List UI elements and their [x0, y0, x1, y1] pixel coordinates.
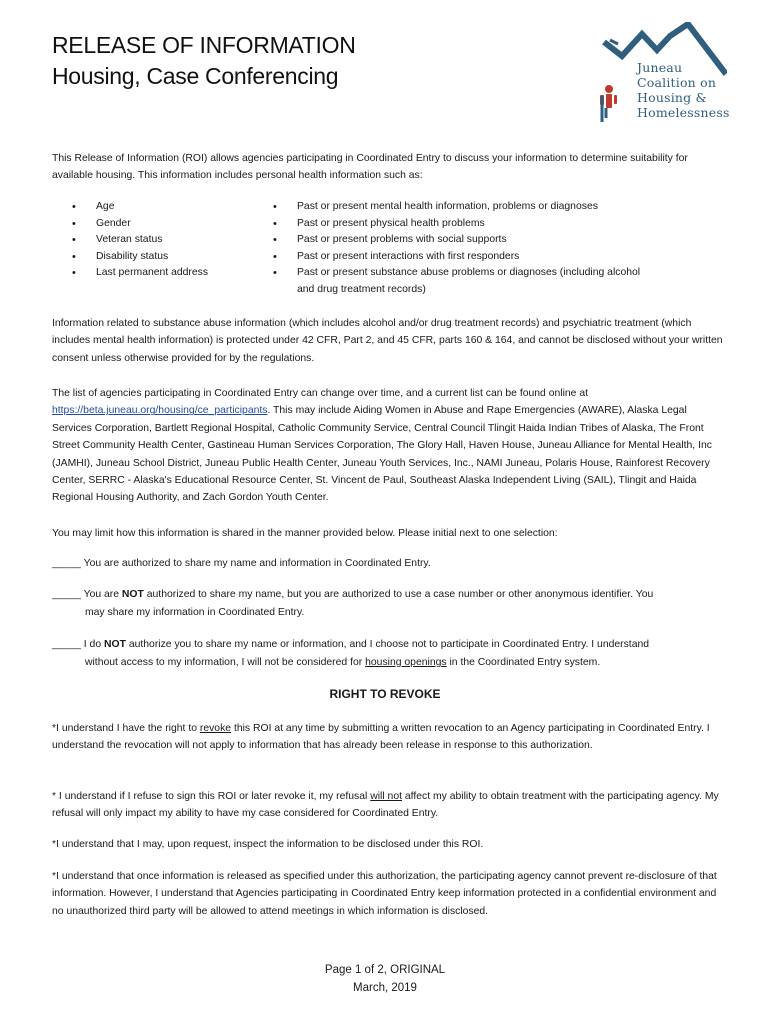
list-item: • Gender — [72, 216, 252, 233]
logo-text-line: Housing & — [637, 90, 707, 105]
agencies-paragraph — [52, 385, 726, 507]
option-text: without access to my information, I will not be considered for — [85, 657, 366, 668]
option-text: in the Coordinated Entry system. — [446, 657, 601, 668]
option-anonymous — [52, 586, 726, 622]
revoke-underlined: revoke — [199, 723, 232, 734]
list-item: • Past or present substance abuse problems or diagnoses (including alcohol and drug treatment records) — [273, 265, 643, 298]
section-heading: RIGHT TO REVOKE — [329, 687, 441, 701]
revoke-text: affect my ability to obtain treatment with the participating agency. My refusal will only impact my ability to have my case considered for Coordinated Entry. — [52, 791, 719, 820]
bullet-list-left — [72, 199, 252, 282]
revoke-paragraph-1 — [52, 720, 726, 755]
revoke-paragraph-2 — [52, 788, 726, 823]
option-text: _____ You are — [52, 589, 122, 600]
option-text: may share my information in Coordinated Entry. — [85, 607, 305, 618]
option-text: authorize you to share my name or information, and I choose not to participate in Coordinated Entry. I understand — [125, 639, 650, 650]
protected-info-paragraph: Information related to substance abuse information (which includes alcohol and/or drug treatment records) and psychiatric treatment (which includes mental health information) is protected under 42 CFR, Part 2, and 45 CFR, parts 160 & 164, and cannot be disclosed without your written consent unless otherwise provided for by the regulations. — [52, 318, 723, 364]
page-number: Page 1 of 2, ORIGINAL — [324, 964, 446, 976]
revoke-paragraph-4: *I understand that once information is released as specified under this authorization, the participating agency cannot prevent re-disclosure of that information. However, I understand that Agencies participating in Coordinated Entry keep information protected in a confidential environment and no unauthorized third party will be allowed to attend meetings in which information is disclosed. — [52, 871, 717, 917]
list-item: • Last permanent address — [72, 265, 252, 282]
page-title: RELEASE OF INFORMATION — [52, 32, 356, 58]
participants-link[interactable]: https://beta.juneau.org/housing/ce_participants — [52, 405, 268, 417]
revoke-underlined: will not — [370, 791, 402, 802]
page-subtitle: Housing, Case Conferencing — [52, 63, 339, 89]
option-text: authorized to share my name, but you are authorized to use a case number or other anonymous identifier. You — [143, 589, 654, 600]
list-item: • Veteran status — [72, 232, 252, 249]
logo-text-line: Homelessness — [637, 105, 730, 120]
page-date: March, 2019 — [353, 982, 417, 994]
list-item: • Disability status — [72, 249, 252, 266]
logo-wordmark — [637, 60, 730, 120]
logo-text-line: Juneau — [637, 60, 683, 75]
revoke-text: this ROI at any time by submitting a written revocation to an Agency participating in Coordinated Entry. I understand the revocation will not apply to information that has already been release in response to this authorization. — [52, 723, 710, 752]
list-item: • Past or present interactions with first responders — [273, 249, 643, 266]
option-underlined: housing openings — [365, 657, 447, 668]
list-item: • Past or present mental health information, problems or diagnoses — [273, 199, 643, 216]
revoke-paragraph-3: *I understand that I may, upon request, inspect the information to be disclosed under this ROI. — [52, 839, 484, 850]
logo-text-line: Coalition on — [637, 75, 717, 90]
agencies-text: The list of agencies participating in Coordinated Entry can change over time, and a current list can be found online at — [52, 388, 589, 399]
revoke-text: * I understand if I refuse to sign this ROI or later revoke it, my refusal — [52, 791, 371, 802]
option-text: _____ I do — [52, 639, 104, 650]
intro-paragraph: This Release of Information (ROI) allows agencies participating in Coordinated Entry to discuss your information to determine suitability for available housing. This information includes personal health information such as: — [52, 153, 688, 182]
revoke-text: *I understand I have the right to — [52, 723, 200, 734]
bullet-list-right — [273, 199, 643, 298]
option-decline — [52, 636, 726, 672]
limit-paragraph: You may limit how this information is shared in the manner provided below. Please initial next to one selection: — [52, 528, 558, 539]
list-item: • Past or present physical health problems — [273, 216, 643, 233]
logo-roof-tick — [610, 40, 618, 44]
option-share-all — [52, 555, 726, 573]
list-item: • Past or present problems with social supports — [273, 232, 643, 249]
agencies-list-text: . This may include Aiding Women in Abuse and Rape Emergencies (AWARE), Alaska Legal Services Corporation, Bartlett Regional Hospital, Catholic Community Service, Central Council Tlingit Haida Indian Tribes of Alaska, The Front Street Community Health Center, Gastineau Human Services Corporation, The Glory Hall, Haven House, Juneau Alliance for Mental Health, Inc (JAMHI), Juneau School District, Juneau Public Health Center, Juneau Youth Services, Inc., NAMI Juneau, Polaris House, Rainforest Recovery Center, SERRC - Alaska's Educational Resource Center, St. Vincent de Paul, Southeast Alaska Independent Living (SAIL), Tlingit and Haida Regional Housing Authority, and Zach Gordon Youth Center. — [52, 405, 712, 504]
option-text: _____ You are authorized to share my name and information in Coordinated Entry. — [52, 558, 431, 569]
list-item: • Age — [72, 199, 252, 216]
option-emphasis: NOT — [121, 589, 144, 600]
option-emphasis: NOT — [104, 639, 126, 650]
